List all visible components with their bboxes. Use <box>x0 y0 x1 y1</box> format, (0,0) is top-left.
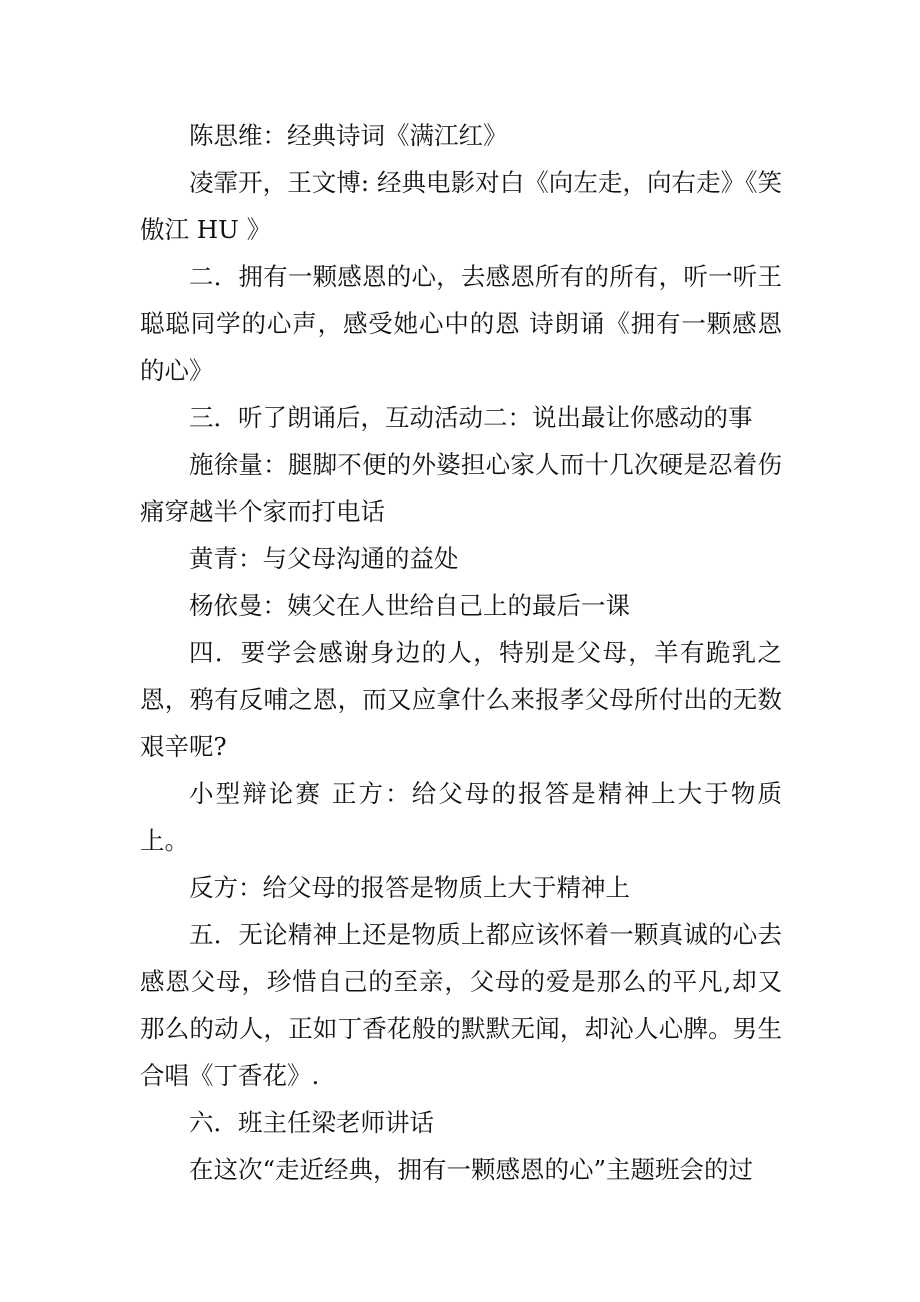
paragraph: 施徐量：腿脚不便的外婆担心家人而十几次硬是忍着伤痛穿越半个家而打电话 <box>140 450 782 526</box>
paragraph: 三．听了朗诵后，互动活动二：说出最让你感动的事 <box>189 403 753 432</box>
paragraph: 杨依曼：姨父在人世给自己上的最后一课 <box>189 591 630 620</box>
document-body <box>140 112 782 1193</box>
paragraph: 二．拥有一颗感恩的心，去感恩所有的所有，听一听王聪聪同学的心声，感受她心中的恩 诗朗诵《拥有一颗感恩的心》 <box>140 262 782 385</box>
paragraph: 反方：给父母的报答是物质上大于精神上 <box>189 873 630 902</box>
paragraph: 陈思维：经典诗词《满江红》 <box>189 121 508 150</box>
paragraph: 小型辩论赛 正方：给父母的报答是精神上大于物质上。 <box>140 779 782 855</box>
paragraph: 四．要学会感谢身边的人，特别是父母，羊有跪乳之恩，鸦有反哺之恩，而又应拿什么来报孝父母所付出的无数艰辛呢? <box>140 638 782 761</box>
paragraph: 黄青：与父母沟通的益处 <box>189 544 459 573</box>
paragraph: 在这次“走近经典，拥有一颗感恩的心”主题班会的过 <box>189 1155 754 1184</box>
paragraph: 五．无论精神上还是物质上都应该怀着一颗真诚的心去感恩父母，珍惜自己的至亲，父母的爱是那么的平凡,却又那么的动人，正如丁香花般的默默无闻，却沁人心脾。男生合唱《丁香花》. <box>140 920 782 1090</box>
paragraph: 六．班主任梁老师讲话 <box>189 1108 434 1137</box>
paragraph: 凌霏开，王文博: 经典电影对白《向左走，向右走》《笑傲江 HU 》 <box>140 168 782 244</box>
